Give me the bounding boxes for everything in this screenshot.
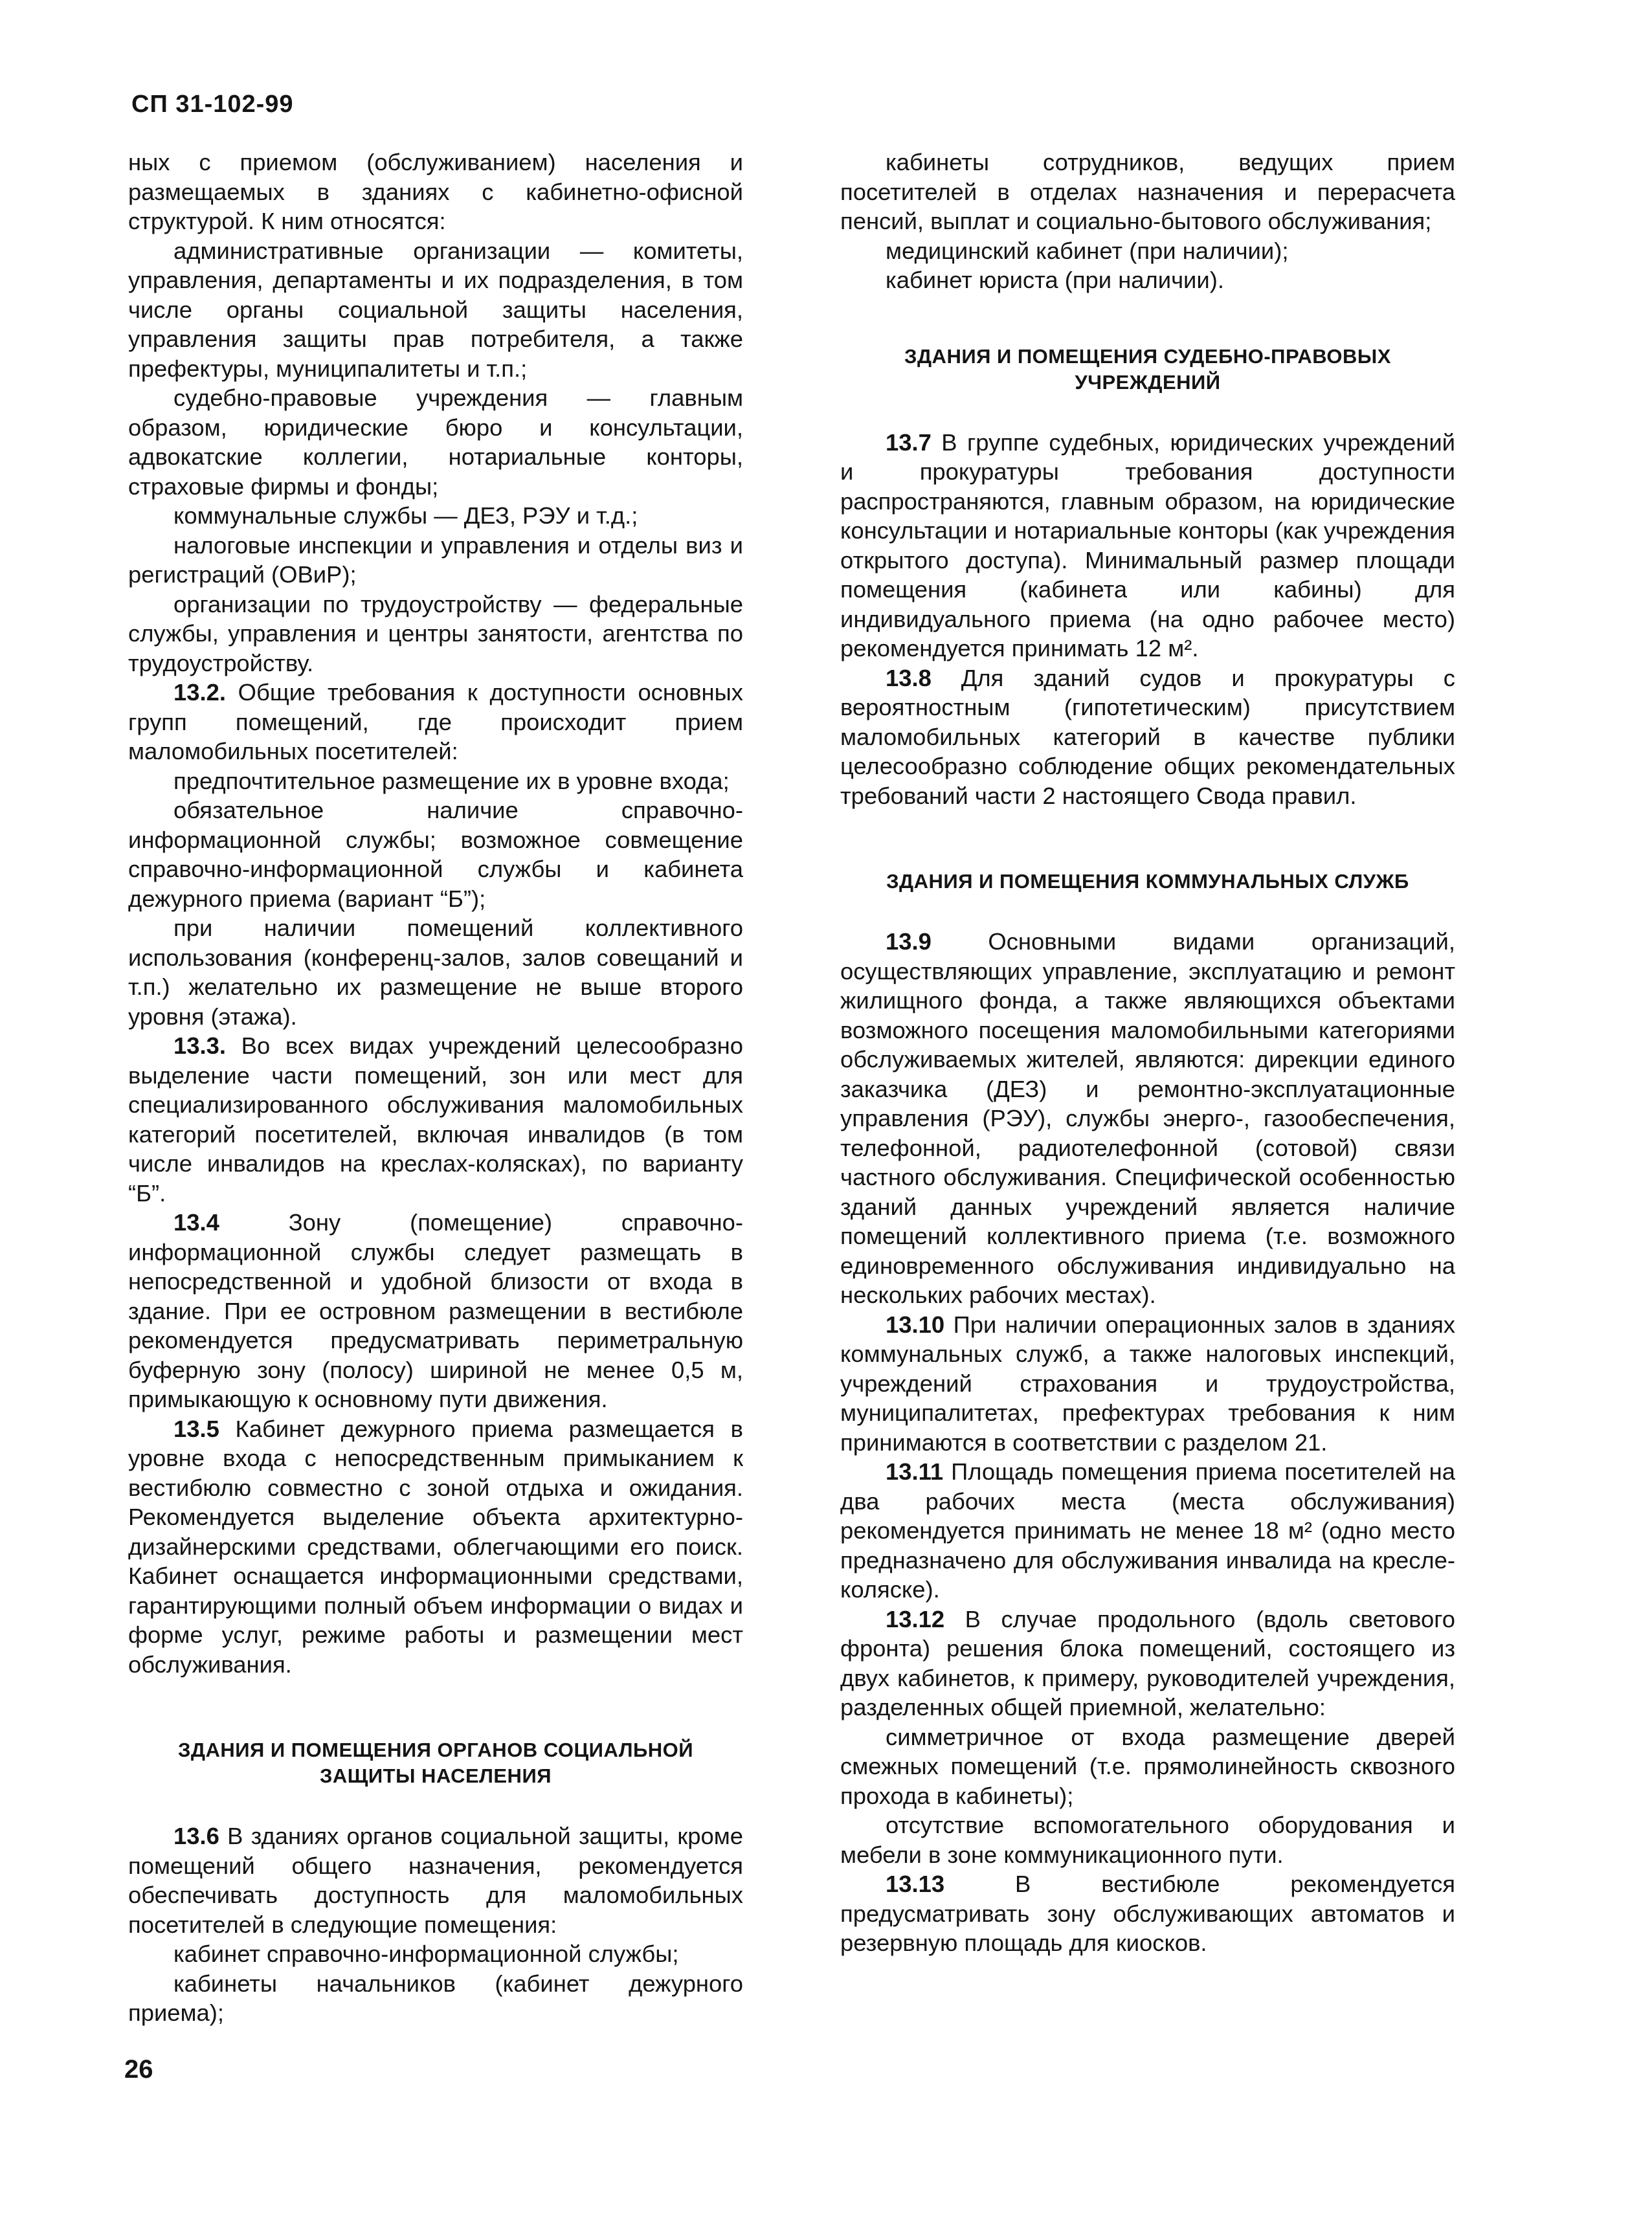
clause-13-11 — [840, 1457, 1455, 1605]
list-item: коммунальные службы — ДЕЗ, РЭУ и т.д.; — [173, 502, 638, 529]
clause-text: Площадь помещения приема посетителей на два рабочих места (места обслуживания) рекомендуется принимать не менее 18 м² (одно место предназначено для обслуживания инвалида на кресле-коляске). — [840, 1458, 1455, 1603]
clause-number: 13.8 — [886, 664, 932, 691]
list-item: симметричное от входа размещение дверей смежных помещений (т.е. прямолинейность сквозного прохода в кабинеты); — [840, 1723, 1455, 1809]
clause-text: В случае продольного (вдоль светового фронта) решения блока помещений, состоящего из двух кабинетов, к примеру, руководителей учреждения, разделенных общей приемной, желательно: — [840, 1605, 1455, 1720]
clause-number: 13.4 — [173, 1209, 219, 1236]
paragraph: ных с приемом (обслуживанием) населения и размещаемых в зданиях с кабинетно-офисной структурой. К ним относятся: — [128, 149, 743, 234]
clause-number: 13.7 — [886, 428, 932, 456]
list-item: медицинский кабинет (при наличии); — [886, 237, 1289, 264]
document-code-header: СП 31-102-99 — [131, 91, 294, 118]
clause-13-13 — [840, 1869, 1455, 1958]
list-item: налоговые инспекции и управления и отделы виз и регистраций (ОВиР); — [128, 531, 743, 588]
clause-text: В группе судебных, юридических учреждений и прокуратуры требования доступности распространяются, главным образом, на юридические консультации и нотариальные конторы (как учреждения открытого доступа). Минимальный размер площади помещения (кабинета или кабины) для индивидуального приема (на одно рабочее место) рекомендуется принимать 12 м². — [840, 428, 1455, 662]
section-heading-judicial: ЗДАНИЯ И ПОМЕЩЕНИЯ СУДЕБНО-ПРАВОВЫХ УЧРЕЖДЕНИЙ — [904, 344, 1391, 394]
clause-13-3 — [128, 1031, 743, 1208]
list-item: предпочтительное размещение их в уровне входа; — [173, 767, 730, 794]
clause-number: 13.13 — [886, 1871, 945, 1897]
clause-text: При наличии операционных залов в зданиях коммунальных служб, а также налоговых инспекций, учреждений страхования и трудоустройства, муниципалитетах, префектурах требования к ним принимаются в соответствии с разделом 21. — [840, 1311, 1455, 1456]
clause-number: 13.10 — [886, 1311, 945, 1338]
clause-number: 13.3. — [173, 1032, 226, 1059]
clause-text: Общие требования к доступности основных групп помещений, где происходит прием маломобильных посетителей: — [128, 679, 743, 764]
list-item: судебно-правовые учреждения — главным образом, юридические бюро и консультации, адвокатские коллегии, нотариальные конторы, страховые фирмы и фонды; — [128, 384, 743, 500]
list-item: кабинет справочно-информационной службы; — [173, 1941, 679, 1967]
clause-13-2 — [128, 678, 743, 766]
list-item: административные организации — комитеты, управления, департаменты и их подразделения, в том числе органы социальной защиты населения, управления защиты прав потребителя, а также префектуры, муниципалитеты и т.п.; — [128, 237, 743, 382]
list-item: кабинеты сотрудников, ведущих прием посетителей в отделах назначения и перерасчета пенсий, выплат и социально-бытового обслуживания; — [840, 149, 1455, 234]
clause-text: Во всех видах учреждений целесообразно выделение части помещений, зон или мест для специализированного обслуживания маломобильных категорий посетителей, включая инвалидов (в том числе инвалидов на креслах-колясках), по варианту “Б”. — [128, 1032, 743, 1207]
right-column — [840, 148, 1455, 1958]
clause-text: В зданиях органов социальной защиты, кроме помещений общего назначения, рекомендуется обеспечивать доступность для маломобильных посетителей в следующие помещения: — [128, 1823, 743, 1938]
clause-text: В вестибюле рекомендуется предусматривать зону обслуживающих автоматов и резервную площадь для киосков. — [840, 1871, 1455, 1956]
page-number: 26 — [124, 2055, 153, 2084]
left-column — [128, 148, 743, 2028]
clause-text: Для зданий судов и прокуратуры с вероятностным (гипотетическим) присутствием маломобильных категорий в качестве публики целесообразно соблюдение общих рекомендательных требований части 2 настоящего Свода правил. — [840, 664, 1455, 809]
clause-number: 13.6 — [173, 1823, 219, 1849]
list-item: отсутствие вспомогательного оборудования и мебели в зоне коммуникационного пути. — [840, 1812, 1455, 1868]
clause-text: Кабинет дежурного приема размещается в уровне входа с непосредственным примыканием к вестибюлю совместно с зоной отдыха и ожидания. Рекомендуется выделение объекта архитектурно-дизайнерскими средствами, облегчающими его поиск. Кабинет оснащается информационными средствами, гарантирующими полный объем информации о видах и форме услуг, режиме работы и размещении мест обслуживания. — [128, 1415, 743, 1678]
clause-text: Основными видами организаций, осуществляющих управление, эксплуатацию и ремонт жилищного фонда, а также являющихся объектами возможного посещения маломобильными категориями обслуживаемых жителей, являются: дирекции единого заказчика (ДЕЗ) и ремонтно-эксплуатационные управления (РЭУ), службы энерго-, газообеспечения, телефонной, радиотелефонной (сотовой) связи частного обслуживания. Специфической особенностью зданий данных учреждений является наличие помещений коллективного приема (т.е. возможного единовременного обслуживания индивидуально на нескольких рабочих местах). — [840, 928, 1455, 1308]
clause-13-4 — [128, 1208, 743, 1414]
clause-13-10 — [840, 1310, 1455, 1458]
clause-number: 13.12 — [886, 1605, 945, 1632]
list-item: при наличии помещений коллективного использования (конференц-залов, залов совещаний и т.п.) желательно их размещение не выше второго уровня (этажа). — [128, 915, 743, 1030]
clause-13-7 — [840, 428, 1455, 663]
clause-13-5 — [128, 1414, 743, 1680]
clause-number: 13.5 — [173, 1415, 219, 1442]
clause-text: Зону (помещение) справочно-информационной службы следует размещать в непосредственной и удобной близости от входа в здание. При ее островном размещении в вестибюле рекомендуется предусматривать периметральную буферную зону (полосу) шириной не менее 0,5 м, примыкающую к основному пути движения. — [128, 1209, 743, 1412]
clause-13-9 — [840, 927, 1455, 1310]
list-item: организации по трудоустройству — федеральные службы, управления и центры занятости, агентства по трудоустройству. — [128, 590, 743, 676]
clause-13-8 — [840, 663, 1455, 811]
section-heading-communal: ЗДАНИЯ И ПОМЕЩЕНИЯ КОММУНАЛЬНЫХ СЛУЖБ — [886, 870, 1409, 893]
list-item: кабинет юриста (при наличии). — [886, 267, 1224, 293]
clause-number: 13.9 — [886, 928, 932, 955]
section-heading-social: ЗДАНИЯ И ПОМЕЩЕНИЯ ОРГАНОВ СОЦИАЛЬНОЙ ЗАЩИТЫ НАСЕЛЕНИЯ — [177, 1739, 694, 1787]
list-item: обязательное наличие справочно-информационной службы; возможное совмещение справочно-информационной службы и кабинета дежурного приема (вариант “Б”); — [128, 797, 743, 912]
clause-number: 13.11 — [886, 1458, 944, 1485]
list-item: кабинеты начальников (кабинет дежурного приема); — [128, 1970, 743, 2026]
clause-13-6 — [128, 1821, 743, 1939]
clause-13-12 — [840, 1605, 1455, 1722]
clause-number: 13.2. — [173, 679, 226, 706]
